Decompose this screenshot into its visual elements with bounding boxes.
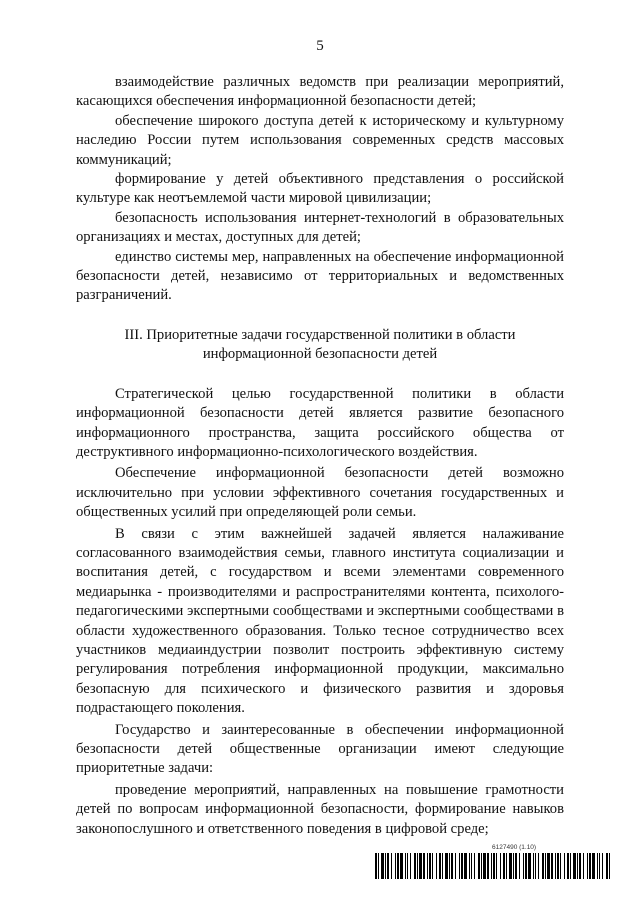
- paragraph: безопасность использования интернет-технологий в образовательных организациях и местах, доступных для детей;: [76, 209, 564, 246]
- section-heading-line: информационной безопасности детей: [202, 346, 438, 363]
- page-number: 5: [316, 38, 324, 54]
- document-body: [76, 73, 564, 839]
- paragraph: формирование у детей объективного представления о российской культуре как неотъемлемой части мировой цивилизации;: [76, 171, 564, 207]
- section-heading-line: III. Приоритетные задачи государственной политики в области: [124, 326, 516, 343]
- section-heading: [76, 326, 564, 365]
- paragraph: В связи с этим важнейшей задачей является налаживание согласованного взаимодействия семьи, главного института социализации и воспитания детей, с государством и всеми элементами современного медиарынка - производителями и распространителями контента, психолого-педагогическими экспертными сообществами и экспертными сообществами в области художественного образования. Только тесное сотрудничество всех участников медиаиндустрии позволит построить эффективную систему регулирования потребления информационной продукции, максимально безопасную для психического и физического развития и здоровья подрастающего поколения.: [76, 525, 564, 717]
- paragraph: Стратегической целью государственной политики в области информационной безопасности детей является развитие безопасного информационного пространства, защита российского общества от деструктивного информационно-психологического воздействия.: [76, 385, 564, 460]
- paragraph: взаимодействие различных ведомств при реализации мероприятий, касающихся обеспечения информационной безопасности детей;: [76, 74, 564, 110]
- paragraph: Государство и заинтересованные в обеспечении информационной безопасности детей общественные организации имеют следующие приоритетные задачи:: [76, 721, 564, 777]
- barcode-icon: [375, 853, 611, 879]
- paragraph: единство системы мер, направленных на обеспечение информационной безопасности детей, независимо от территориальных и ведомственных разграничений.: [76, 248, 564, 304]
- document-code: 6127490 (1.10): [492, 844, 537, 851]
- paragraph: обеспечение широкого доступа детей к историческому и культурному наследию России путем использования современных средств массовых коммуникаций;: [76, 112, 564, 168]
- paragraph: проведение мероприятий, направленных на повышение грамотности детей по вопросам информационной безопасности, формирование навыков законопослушного и ответственного поведения в цифровой среде;: [76, 781, 564, 837]
- paragraph: Обеспечение информационной безопасности детей возможно исключительно при условии эффективного сочетания государственных и общественных усилий при определяющей роли семьи.: [76, 465, 564, 521]
